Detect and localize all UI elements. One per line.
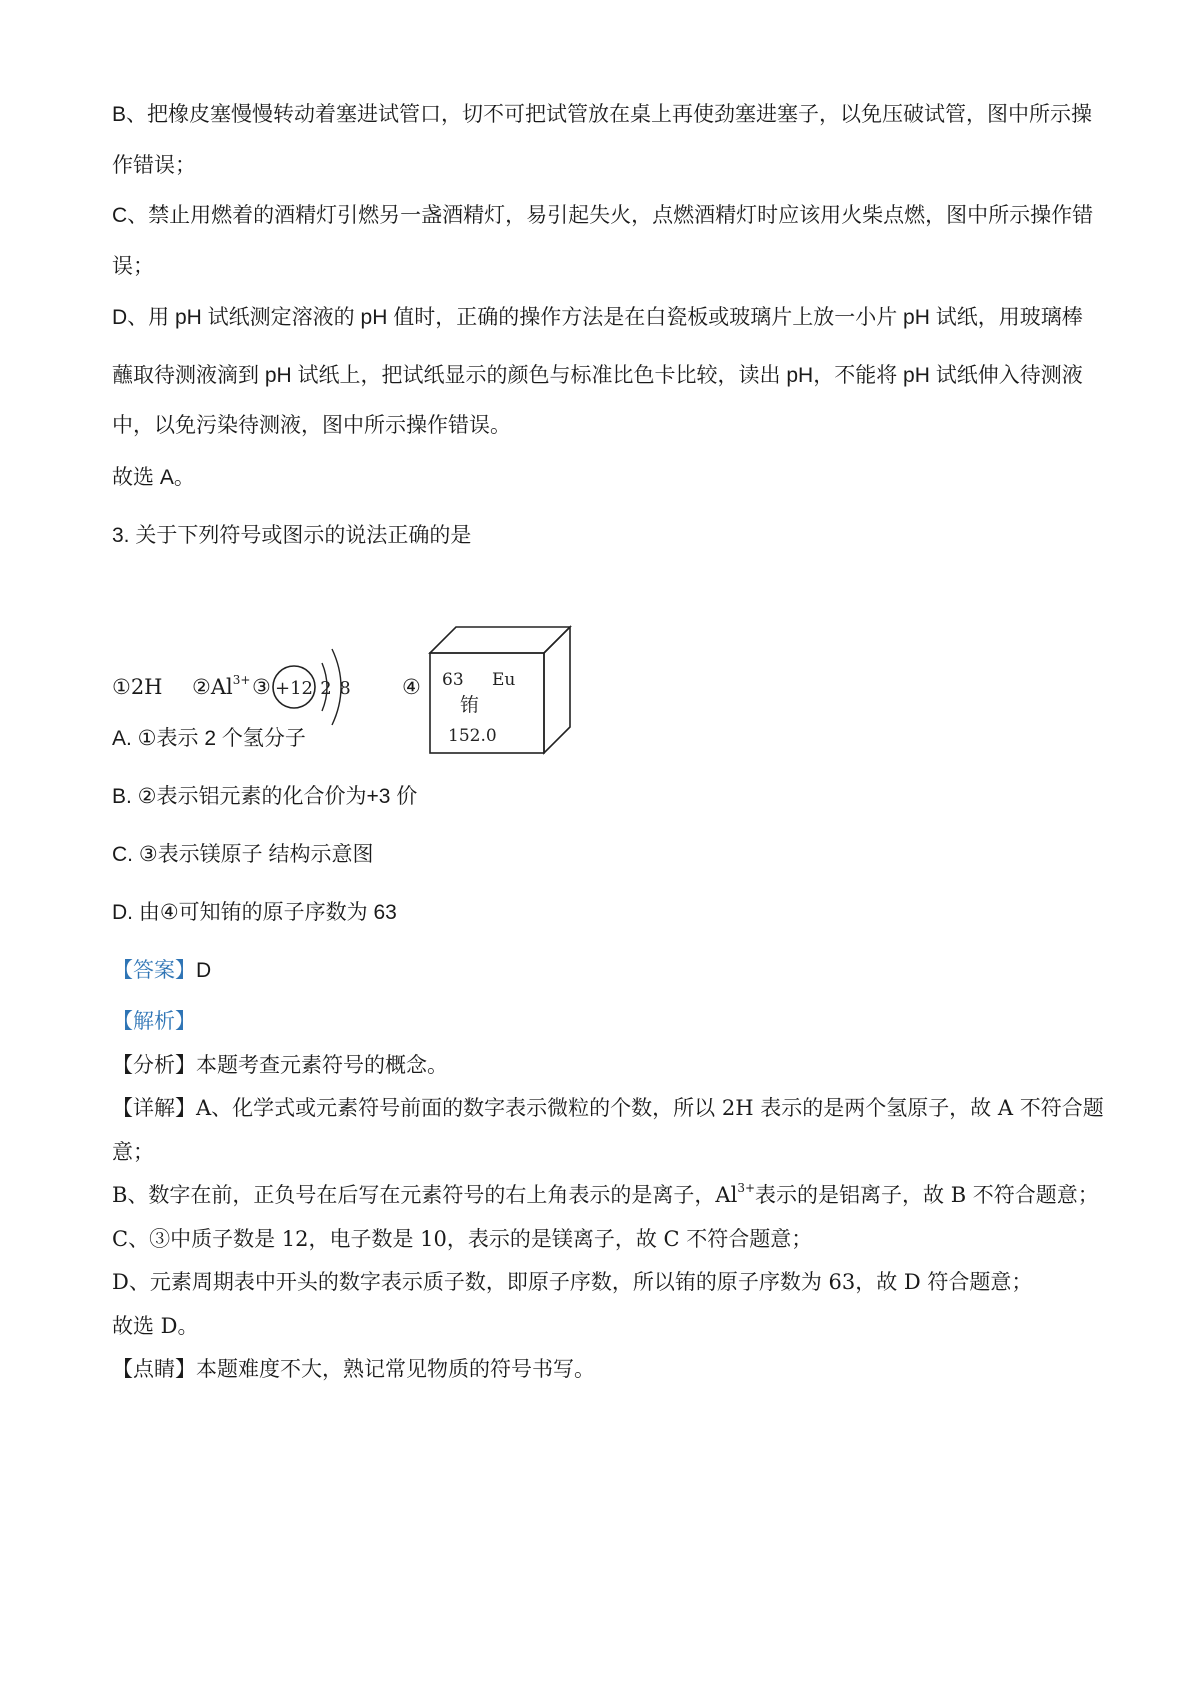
- dianjing-label: 【点睛】: [112, 1357, 196, 1381]
- solution-detail-a-line2: 意；: [112, 1140, 154, 1164]
- explanation-c-line2: 误；: [112, 255, 154, 278]
- explanation-choose: 故选 A。: [112, 466, 195, 489]
- answer-line: [112, 956, 1110, 986]
- detail-b-pre: B、数字在前，正负号在后写在元素符号的右上角表示的是离子，Al: [112, 1183, 738, 1207]
- explanation-b-line2: 作错误；: [112, 154, 196, 177]
- option-d: D. 由④可知铕的原子序数为 63: [112, 901, 397, 924]
- explanation-d-line1: D、用 pH 试纸测定溶液的 pH 值时，正确的操作方法是在白瓷板或玻璃片上放一小片 pH 试纸，用玻璃棒: [112, 306, 1083, 329]
- option-b: B. ②表示铝元素的化合价为+3 价: [112, 785, 418, 808]
- solution-detail-b: [112, 1180, 1110, 1210]
- solution-dianjing: [112, 1354, 1110, 1384]
- solution-detail-a-line1: [112, 1093, 1110, 1123]
- detail-b-post: 表示的是铝离子，故 B 不符合题意；: [755, 1183, 1099, 1207]
- figure-item-2-charge: 3+: [232, 673, 251, 687]
- detail-b-charge: 3+: [737, 1181, 756, 1195]
- solution-fenxi: [112, 1050, 1110, 1080]
- shell-1-electrons: 2: [320, 678, 332, 699]
- explanation-d-line2: 蘸取待测液滴到 pH 试纸上，把试纸显示的颜色与标准比色卡比较，读出 pH，不能将 pH 试纸伸入待测液: [112, 364, 1083, 387]
- option-c: C. ③表示镁原子 结构示意图: [112, 843, 374, 866]
- figure-item-2-symbol: ②Al: [192, 675, 233, 699]
- fenxi-label: 【分析】: [112, 1053, 196, 1077]
- answer-label: 【答案】: [112, 959, 196, 982]
- explanation-b-line1: B、把橡皮塞慢慢转动着塞进试管口，切不可把试管放在桌上再使劲塞进塞子，以免压破试管，图中所示操: [112, 103, 1093, 126]
- figure-item-3-label: ③: [252, 675, 271, 699]
- fenxi-text: 本题考查元素符号的概念。: [196, 1053, 448, 1077]
- question-stem: 3. 关于下列符号或图示的说法正确的是: [112, 524, 472, 547]
- analysis-label: 【解析】: [112, 1010, 196, 1033]
- element-atomic-number: 63: [442, 670, 464, 690]
- explanation-d-line3: 中，以免污染待测液，图中所示操作错误。: [112, 414, 511, 437]
- xiangjie-label: 【详解】: [112, 1096, 196, 1120]
- shell-2-electrons: 8: [339, 678, 351, 699]
- figure-item-1: ①2H: [112, 675, 163, 699]
- answer-value: D: [196, 959, 212, 982]
- nucleus-charge: +12: [275, 678, 313, 699]
- solution-detail-d: D、元素周期表中开头的数字表示质子数，即原子序数，所以铕的原子序数为 63，故 D 符合题意；: [112, 1270, 1033, 1294]
- solution-detail-c: C、③中质子数是 12，电子数是 10，表示的是镁离子，故 C 不符合题意；: [112, 1227, 813, 1251]
- detail-a-text: A、化学式或元素符号前面的数字表示微粒的个数，所以 2H 表示的是两个氢原子，故 A 不符合题: [196, 1096, 1104, 1120]
- figure-item-4-label: ④: [402, 675, 421, 699]
- dianjing-text: 本题难度不大，熟记常见物质的符号书写。: [196, 1357, 595, 1381]
- element-name: 铕: [460, 694, 480, 716]
- element-symbol: Eu: [492, 670, 516, 690]
- explanation-c-line1: C、禁止用燃着的酒精灯引燃另一盏酒精灯，易引起失火，点燃酒精灯时应该用火柴点燃，图中所示操作错: [112, 204, 1094, 227]
- solution-choose: 故选 D。: [112, 1314, 199, 1338]
- element-atomic-mass: 152.0: [448, 726, 497, 746]
- option-a: A. ①表示 2 个氢分子: [112, 727, 306, 750]
- figure-item-2: [192, 675, 250, 699]
